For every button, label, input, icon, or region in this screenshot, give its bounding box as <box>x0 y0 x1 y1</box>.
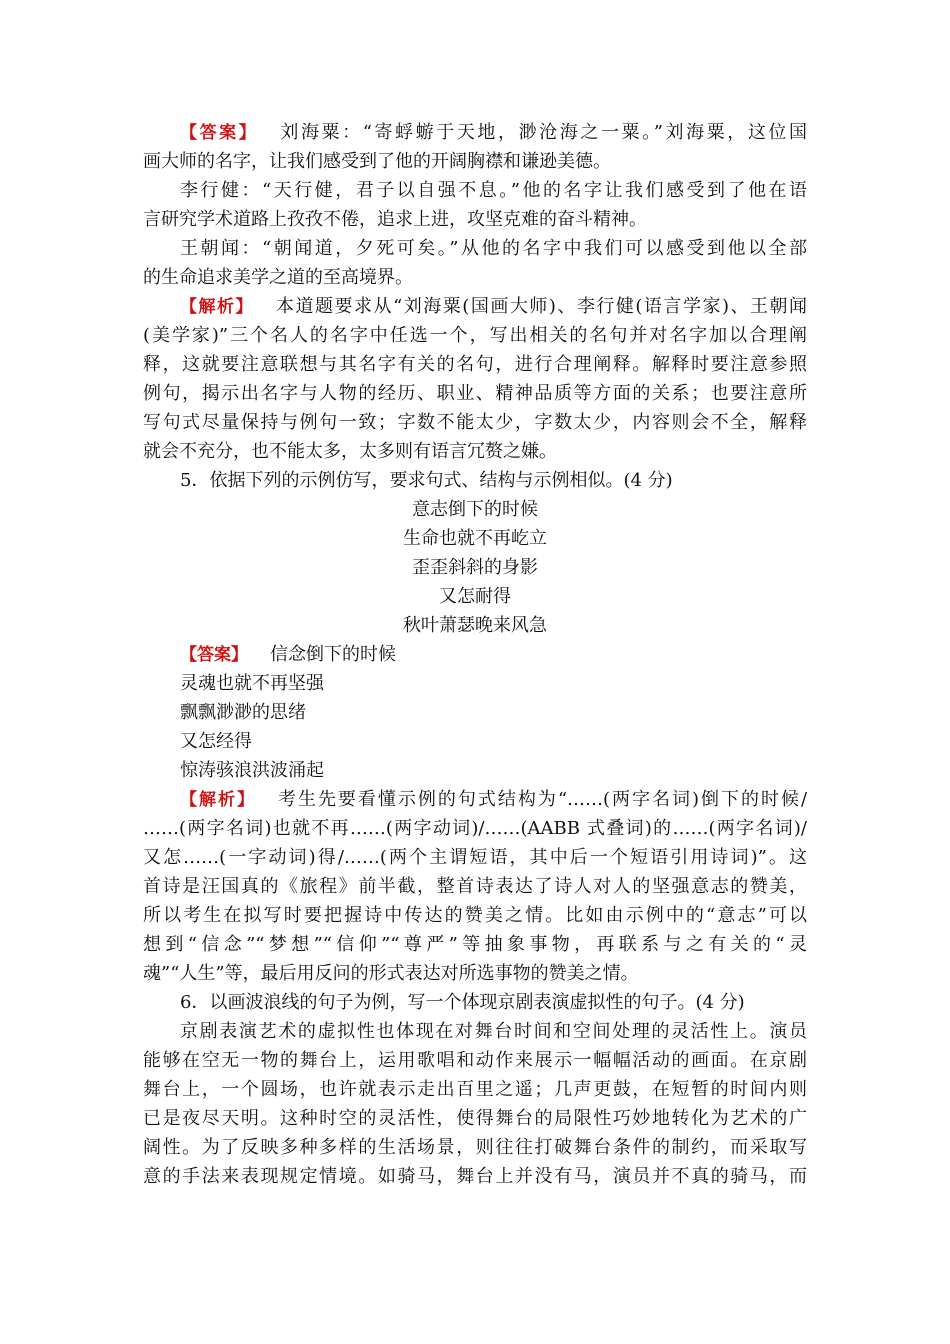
q5-analysis-line-1: 【解析】 考生先要看懂示例的句式结构为“……(两字名词)倒下的时候/ <box>180 789 808 810</box>
q6-passage-line-4: 已是夜尽天明。这种时空的灵活性，使得舞台的局限性巧妙地转化为艺术的广 <box>143 1108 807 1129</box>
q6-passage-line-5: 阔性。为了反映多种多样的生活场景，则往往打破舞台条件的制约，而采取写 <box>143 1137 807 1158</box>
q5-answer-line-1: 【答案】 信念倒下的时候 <box>180 644 396 665</box>
q4-answer-line-5: 王朝闻：“朝闻道，夕死可矣。”从他的名字中我们可以感受到他以全部 <box>180 238 807 259</box>
q4-analysis-line-4: 例句，揭示出名字与人物的经历、职业、精神品质等方面的关系；也要注意所 <box>143 383 807 404</box>
q5-answer-line-3: 飘飘渺渺的思绪 <box>180 702 306 723</box>
q4-answer-line-4: 言研究学术道路上孜孜不倦，追求上进，攻坚克难的奋斗精神。 <box>143 209 647 230</box>
q5-poem-line-1: 意志倒下的时候 <box>412 499 538 520</box>
q6-passage-line-1: 京剧表演艺术的虚拟性也体现在对舞台时间和空间处理的灵活性上。演员 <box>180 1021 807 1042</box>
q5-poem-line-4: 又怎耐得 <box>439 586 511 607</box>
q5-poem-line-2: 生命也就不再屹立 <box>403 528 547 549</box>
answer-tag: 【答案】 <box>180 123 259 143</box>
q4-analysis-line-2: (美学家)”三个名人的名字中任选一个，写出相关的名句并对名字加以合理阐 <box>143 325 807 346</box>
q4-answer-line-2: 画大师的名字，让我们感受到了他的开阔胸襟和谦逊美德。 <box>143 151 611 172</box>
q5-poem-line-3: 歪歪斜斜的身影 <box>412 557 538 578</box>
q5-answer-line-5: 惊涛骇浪洪波涌起 <box>180 760 324 781</box>
answer-tag: 【答案】 <box>180 645 248 665</box>
q5-answer-line-2: 灵魂也就不再坚强 <box>180 673 324 694</box>
q5-analysis-line-2: ……(两字名词)也就不再……(两字动词)/……(AABB 式叠词)的……(两字名词)/ <box>143 818 807 839</box>
q4-analysis-line-1: 【解析】 本道题要求从“刘海粟(国画大师)、李行健(语言学家)、王朝闻 <box>180 296 807 317</box>
q5-analysis-line-3: 又怎……(一字动词)得/……(两个主谓短语，其中后一个短语引用诗词)”。这 <box>143 847 807 868</box>
q4-answer-line-3: 李行健：“天行健，君子以自强不息。”他的名字让我们感受到了他在语 <box>180 180 807 201</box>
q4-analysis-line-5: 写句式尽量保持与例句一致；字数不能太少，字数太少，内容则会不全，解释 <box>143 412 807 433</box>
analysis-tag: 【解析】 <box>180 297 255 317</box>
q5-analysis-line-4: 首诗是汪国真的《旅程》前半截，整首诗表达了诗人对人的坚强意志的赞美， <box>143 876 807 897</box>
q5-analysis-line-5: 所以考生在拟写时要把握诗中传达的赞美之情。比如由示例中的“意志”可以 <box>143 905 807 926</box>
q5-question: 5．依据下列的示例仿写，要求句式、结构与示例相似。(4 分) <box>180 470 673 491</box>
q6-question: 6．以画波浪线的句子为例，写一个体现京剧表演虚拟性的句子。(4 分) <box>180 992 745 1013</box>
q5-answer-line-4: 又怎经得 <box>180 731 252 752</box>
q6-passage-line-2: 能够在空无一物的舞台上，运用歌唱和动作来展示一幅幅活动的画面。在京剧 <box>143 1050 807 1071</box>
q4-analysis-line-6: 就会不充分，也不能太多，太多则有语言冗赘之嫌。 <box>143 441 557 462</box>
analysis-tag: 【解析】 <box>180 790 256 810</box>
q4-analysis-line-3: 释，这就要注意联想与其名字有关的名句，进行合理阐释。解释时要注意参照 <box>143 354 807 375</box>
q5-analysis-line-7: 魂”“人生”等，最后用反问的形式表达对所选事物的赞美之情。 <box>143 963 639 984</box>
q4-answer-line-6: 的生命追求美学之道的至高境界。 <box>143 267 413 288</box>
q6-passage-line-6: 意的手法来表现规定情境。如骑马，舞台上并没有马，演员并不真的骑马，而 <box>143 1166 807 1187</box>
q6-passage-line-3: 舞台上，一个圆场，也许就表示走出百里之遥；几声更鼓，在短暂的时间内则 <box>143 1079 807 1100</box>
q4-answer-line-1: 【答案】 刘海粟：“寄蜉蝣于天地，渺沧海之一粟。”刘海粟，这位国 <box>180 122 808 143</box>
q5-analysis-line-6: 想到“信念”“梦想”“信仰”“尊严”等抽象事物，再联系与之有关的“灵 <box>143 934 807 955</box>
q5-poem-line-5: 秋叶萧瑟晚来风急 <box>403 615 547 636</box>
document-page <box>143 118 807 1191</box>
